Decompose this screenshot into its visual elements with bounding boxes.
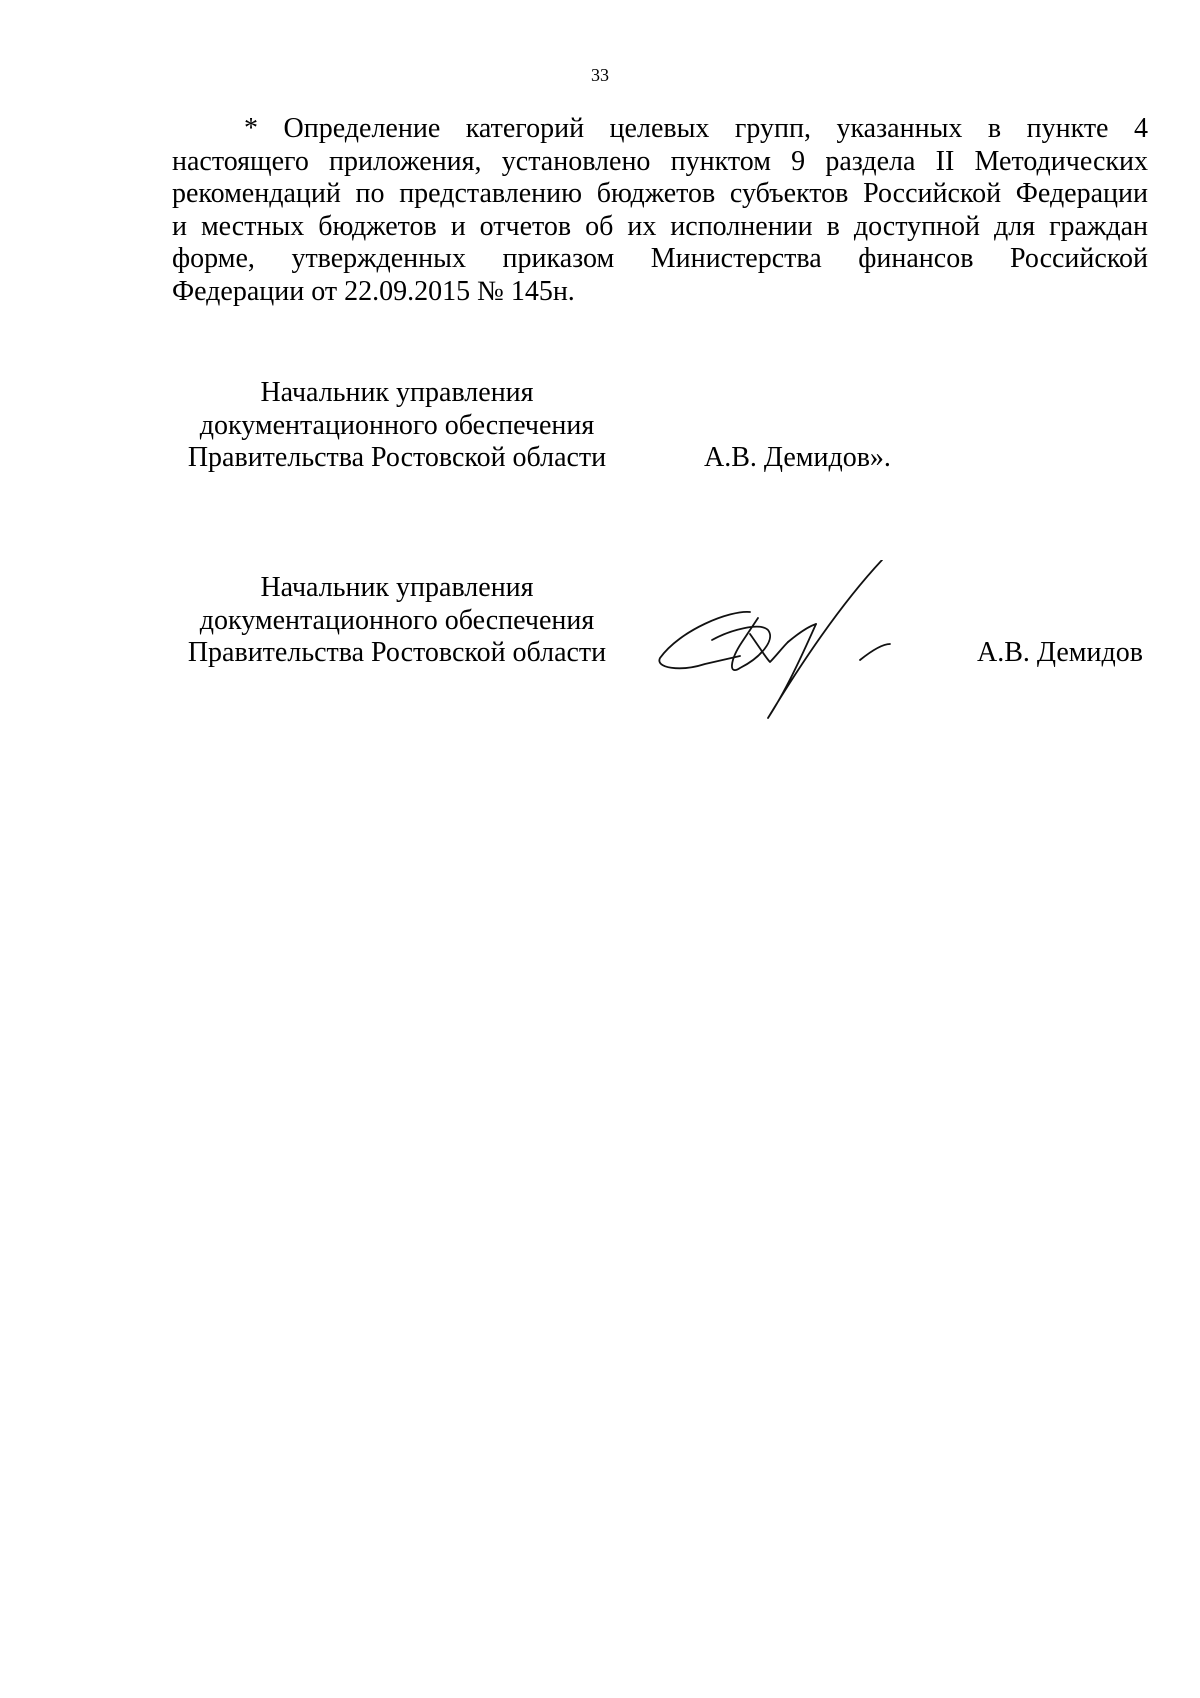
footnote-line: * Определение категорий целевых групп, указанных в пункте 4 — [244, 113, 1148, 144]
signatory-name: А.В. Демидов — [977, 637, 1143, 668]
signatory-title-line: документационного обеспечения — [199, 604, 595, 636]
signatory-title-line: Правительства Ростовской области — [187, 637, 607, 668]
footnote-line: и местных бюджетов и отчетов об их исполнении в доступной для граждан — [172, 210, 1148, 242]
footnote-line: рекомендаций по представлению бюджетов субъектов Российской Федерации — [172, 178, 1148, 209]
handwritten-signature — [650, 560, 950, 720]
footnote-line: форме, утвержденных приказом Министерства финансов Российской — [172, 243, 1148, 274]
signatory-title-line: Начальник управления — [260, 377, 534, 408]
signatory-title-line: Правительства Ростовской области — [187, 442, 607, 473]
signatory-title-line: Начальник управления — [260, 572, 534, 603]
signatory-title-line: документационного обеспечения — [199, 409, 595, 441]
footnote-line: Федерации от 22.09.2015 № 145н. — [172, 275, 575, 307]
signature-block-2 — [172, 572, 622, 670]
page-number: 33 — [591, 65, 609, 85]
signature-block-1 — [172, 377, 622, 475]
signatory-name: А.В. Демидов». — [704, 442, 891, 473]
footnote — [172, 113, 1148, 308]
footnote-line: настоящего приложения, установлено пунктом 9 раздела II Методических — [172, 145, 1148, 177]
